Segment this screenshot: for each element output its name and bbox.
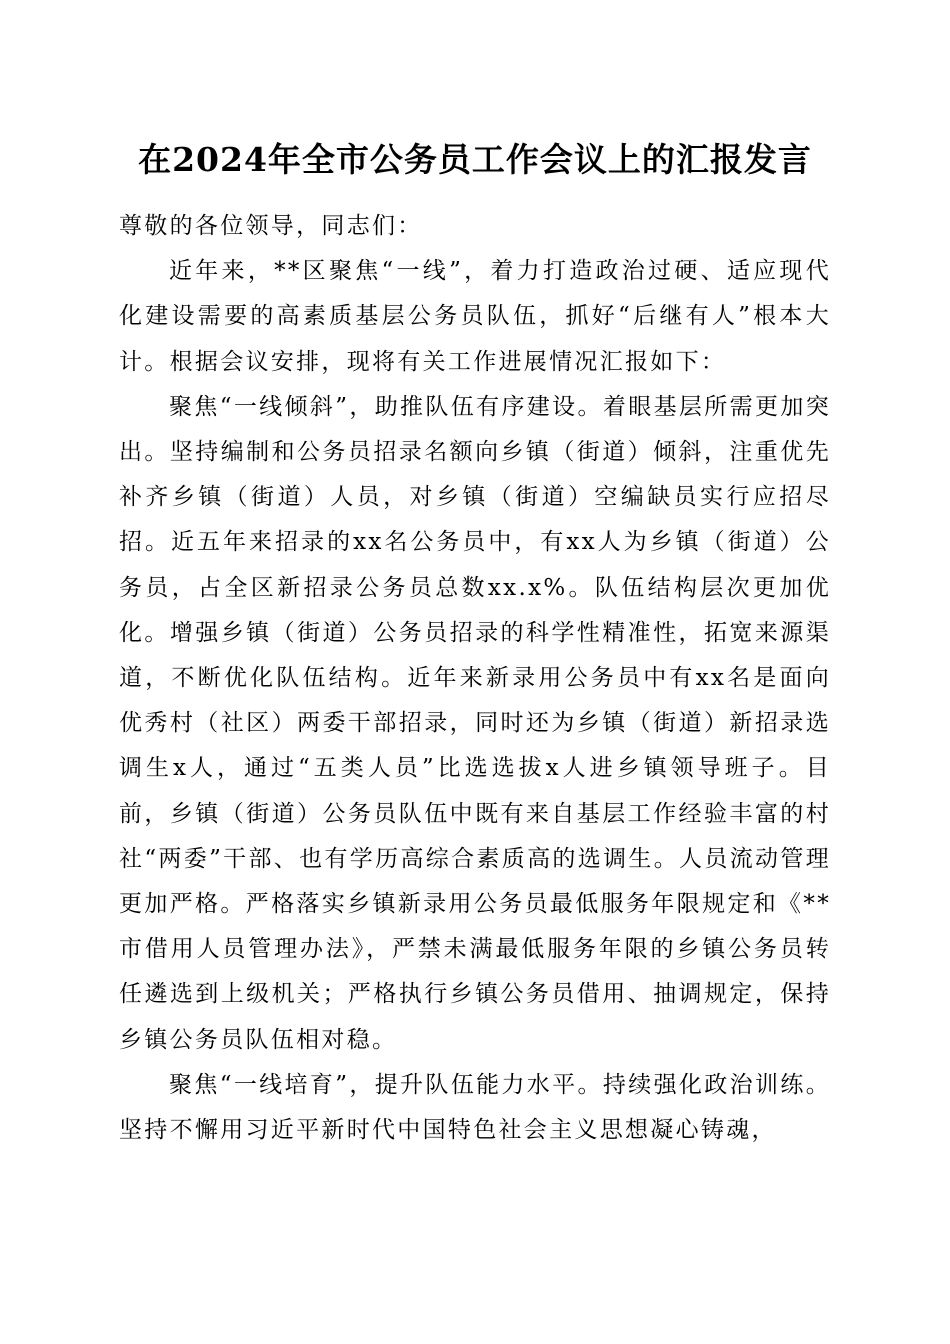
paragraph-intro: 近年来，**区聚焦“一线”，着力打造政治过硬、适应现代化建设需要的高素质基层公务员队伍，抓好“后继有人”根本大计。根据会议安排，现将有关工作进展情况汇报如下： bbox=[119, 258, 831, 375]
paragraph-frontline-cultivation: 聚焦“一线培育”，提升队伍能力水平。持续强化政治训练。坚持不懈用习近平新时代中国特色社会主义思想凝心铸魂， bbox=[119, 1071, 831, 1144]
document-title: 在2024年全市公务员工作会议上的汇报发言 bbox=[138, 140, 812, 179]
paragraph-frontline-tilt: 聚焦“一线倾斜”，助推队伍有序建设。着眼基层所需更加突出。坚持编制和公务员招录名额向乡镇（街道）倾斜，注重优先补齐乡镇（街道）人员，对乡镇（街道）空编缺员实行应招尽招。近五年来招录的xx名公务员中，有xx人为乡镇（街道）公务员，占全区新招录公务员总数xx.x%。队伍结构层次更加优化。增强乡镇（街道）公务员招录的科学性精准性，拓宽来源渠道，不断优化队伍结构。近年来新录用公务员中有xx名是面向优秀村（社区）两委干部招录，同时还为乡镇（街道）新招录选调生x人，通过“五类人员”比选选拔x人进乡镇领导班子。目前，乡镇（街道）公务员队伍中既有来自基层工作经验丰富的村社“两委”干部、也有学历高综合素质高的选调生。人员流动管理更加严格。严格落实乡镇新录用公务员最低服务年限规定和《**市借用人员管理办法》，严禁未满最低服务年限的乡镇公务员转任遴选到上级机关；严格执行乡镇公务员借用、抽调规定，保持乡镇公务员队伍相对稳。 bbox=[119, 393, 831, 1053]
salutation: 尊敬的各位领导，同志们： bbox=[119, 213, 423, 239]
document-body bbox=[119, 204, 831, 1153]
